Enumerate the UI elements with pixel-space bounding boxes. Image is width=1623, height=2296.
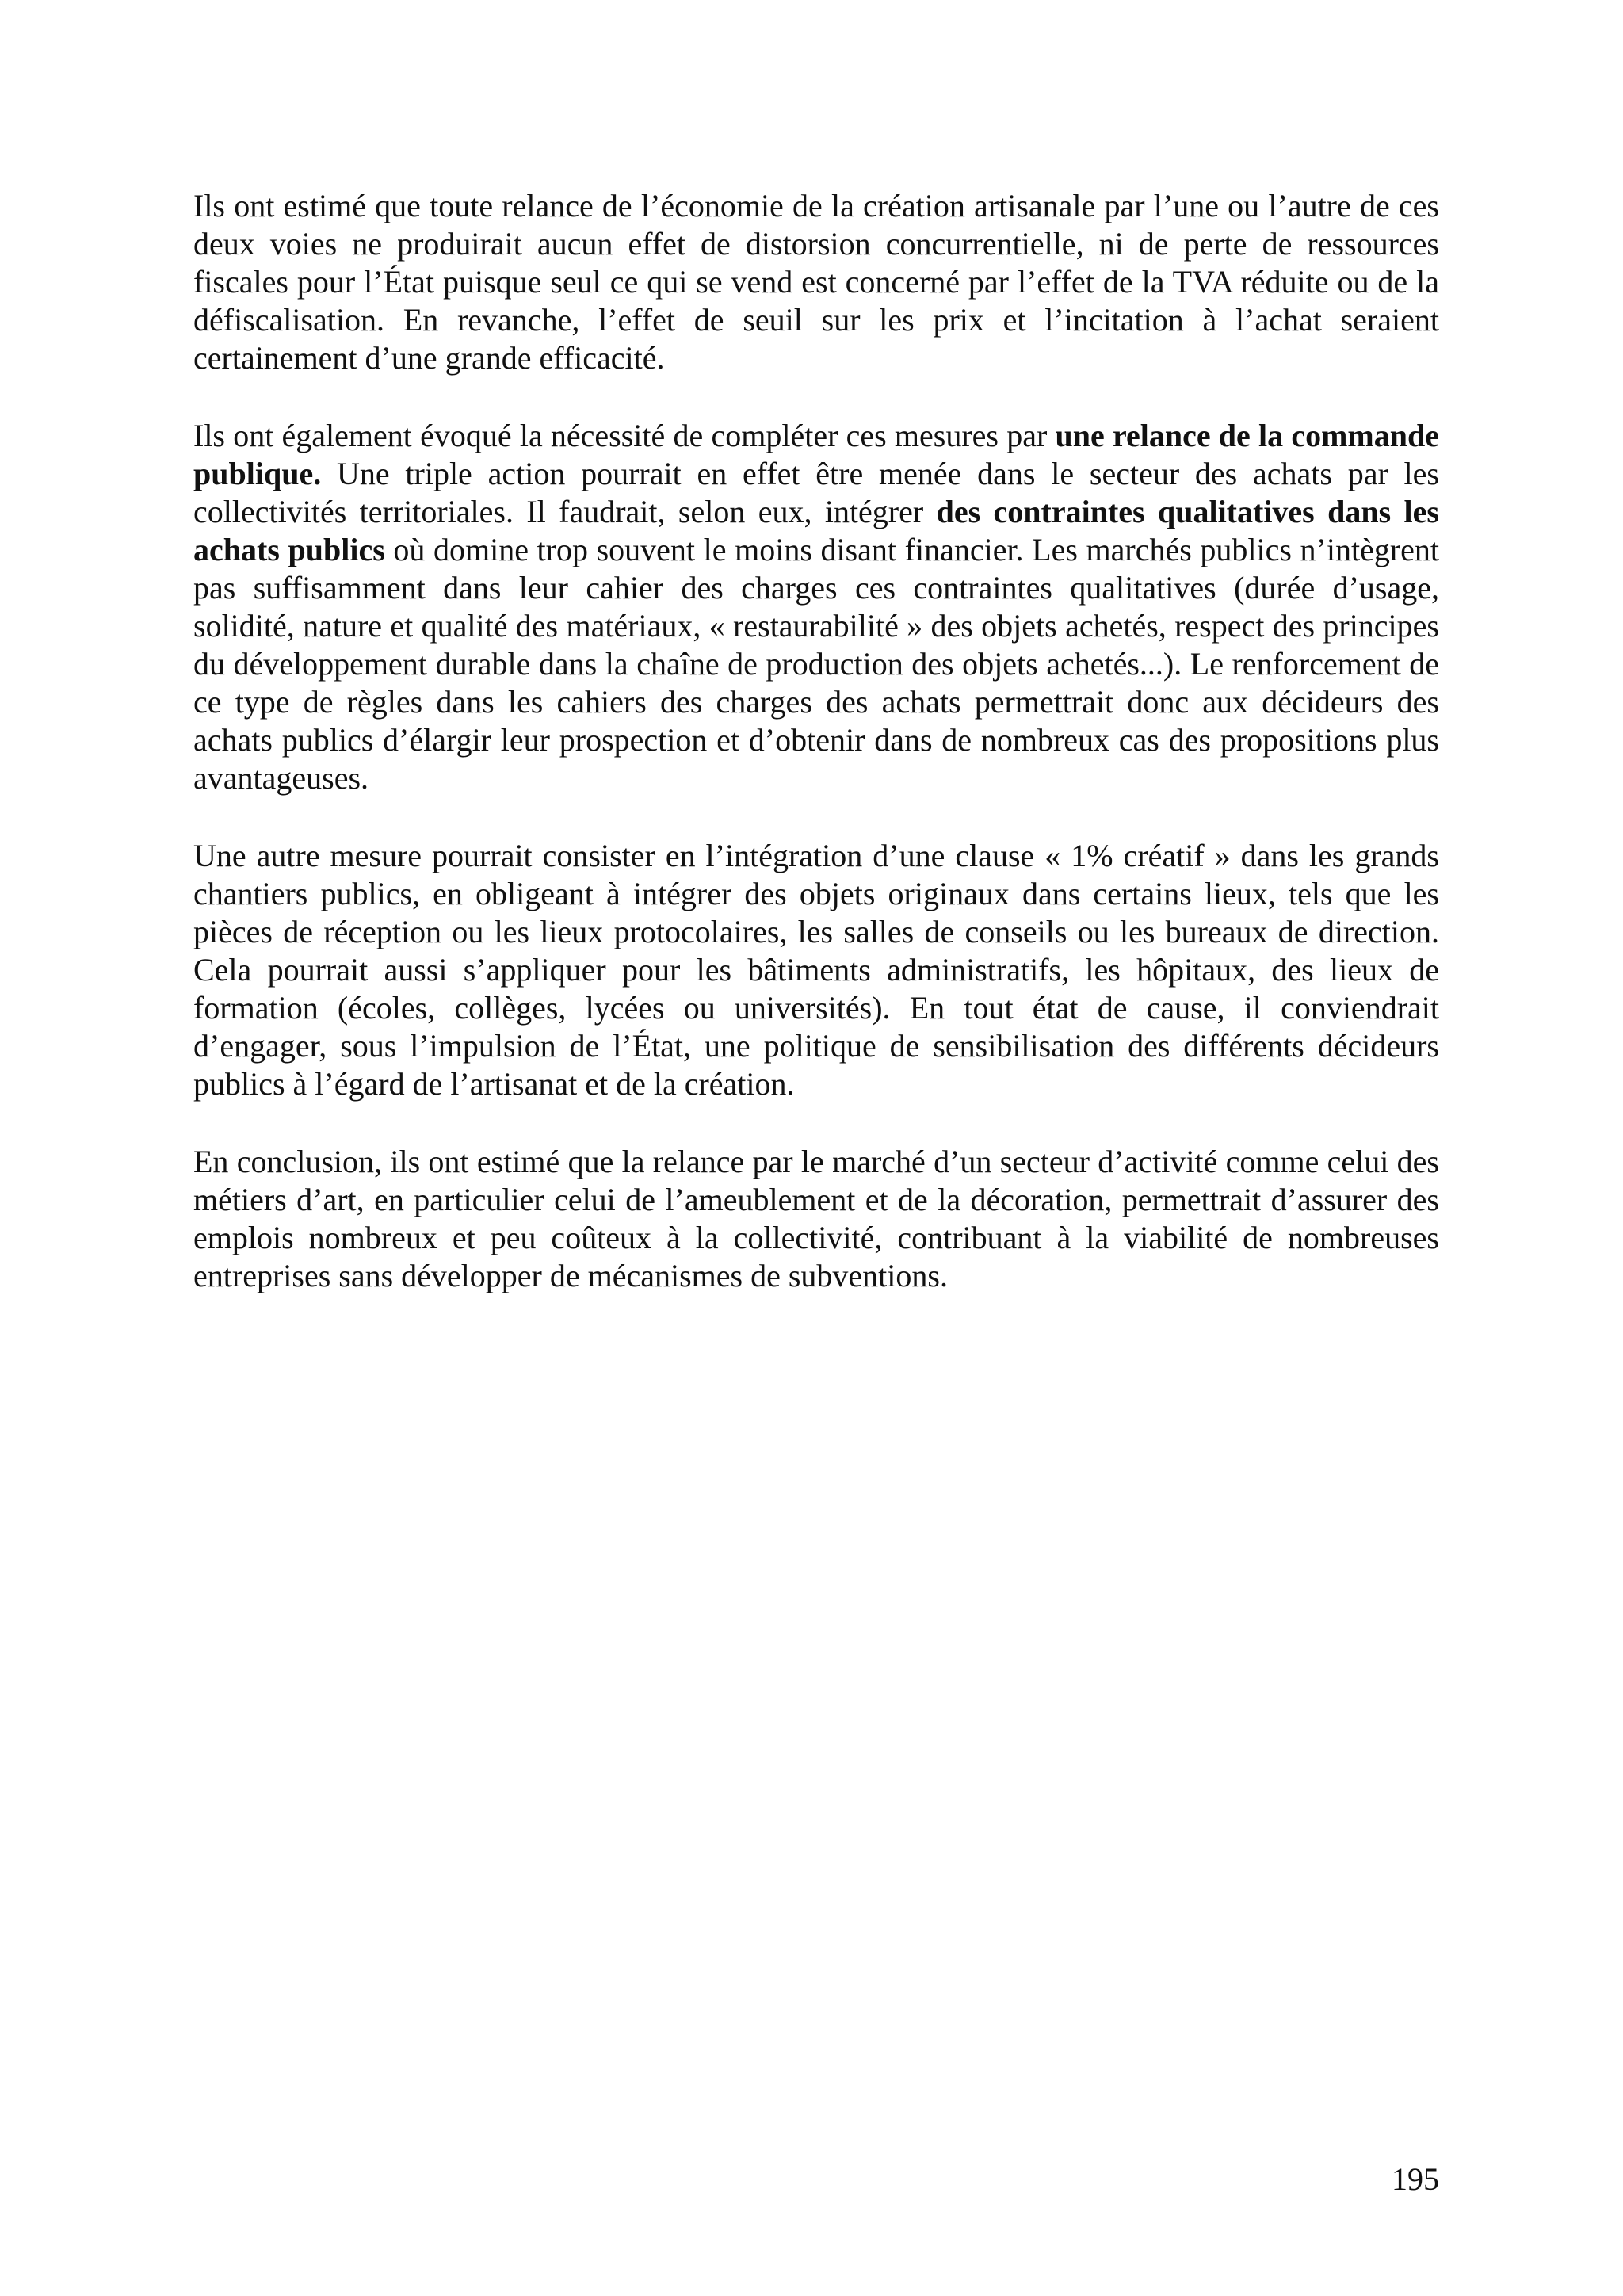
text-run: où domine trop souvent le moins disant financier. Les marchés publics n’intègrent pas suffisamment dans leur cahier des charges ces contraintes qualitatives (durée d’usage, solidité, nature et qualité des matériaux, « restaurabilité » des objets achetés, respect des principes du développement durable dans la chaîne de production des objets achetés...). Le renforcement de ce type de règles dans les cahiers des charges des achats permettrait donc aux décideurs des achats publics d’élargir leur prospection et d’obtenir dans de nombreux cas des propositions plus avantageuses.	[193, 532, 1440, 796]
bold-text-run: une relance de la commande publique.	[193, 418, 1439, 491]
paragraph	[193, 187, 1439, 377]
text-run: Ils ont estimé que toute relance de l’économie de la création artisanale par l’une ou l’autre de ces deux voies ne produirait aucun effet de distorsion concurrentielle, ni de perte de ressources fiscales pour l’État puisque seul ce qui se vend est concerné par l’effet de la TVA réduite ou de la défiscalisation. En revanche, l’effet de seuil sur les prix et l’incitation à l’achat seraient certainement d’une grande efficacité.	[193, 188, 1439, 376]
text-run: Une triple action pourrait en effet être menée dans le secteur des achats par les collectivités territoriales. Il faudrait, selon eux, intégrer	[193, 456, 1439, 529]
text-run: Ils ont également évoqué la nécessité de compléter ces mesures par	[193, 418, 1056, 453]
text-run: Une autre mesure pourrait consister en l’intégration d’une clause « 1% créatif » dans les grands chantiers publics, en obligeant à intégrer des objets originaux dans certains lieux, tels que les pièces de réception ou les lieux protocolaires, les salles de conseils ou les bureaux de direction. Cela pourrait aussi s’appliquer pour les bâtiments administratifs, les hôpitaux, des lieux de formation (écoles, collèges, lycées ou universités). En tout état de cause, il conviendrait d’engager, sous l’impulsion de l’État, une politique de sensibilisation des différents décideurs publics à l’égard de l’artisanat et de la création.	[193, 838, 1439, 1102]
body-text	[193, 187, 1439, 1335]
bold-text-run: des contraintes qualitatives dans les achats publics	[193, 494, 1439, 567]
paragraph	[193, 1143, 1439, 1295]
text-run: En conclusion, ils ont estimé que la relance par le marché d’un secteur d’activité comme celui des métiers d’art, en particulier celui de l’ameublement et de la décoration, permettrait d’assurer des emplois nombreux et peu coûteux à la collectivité, contribuant à la viabilité de nombreuses entreprises sans développer de mécanismes de subventions.	[193, 1144, 1439, 1293]
paragraph	[193, 417, 1439, 797]
paragraph	[193, 837, 1439, 1103]
page-number: 195	[1392, 2161, 1439, 2197]
